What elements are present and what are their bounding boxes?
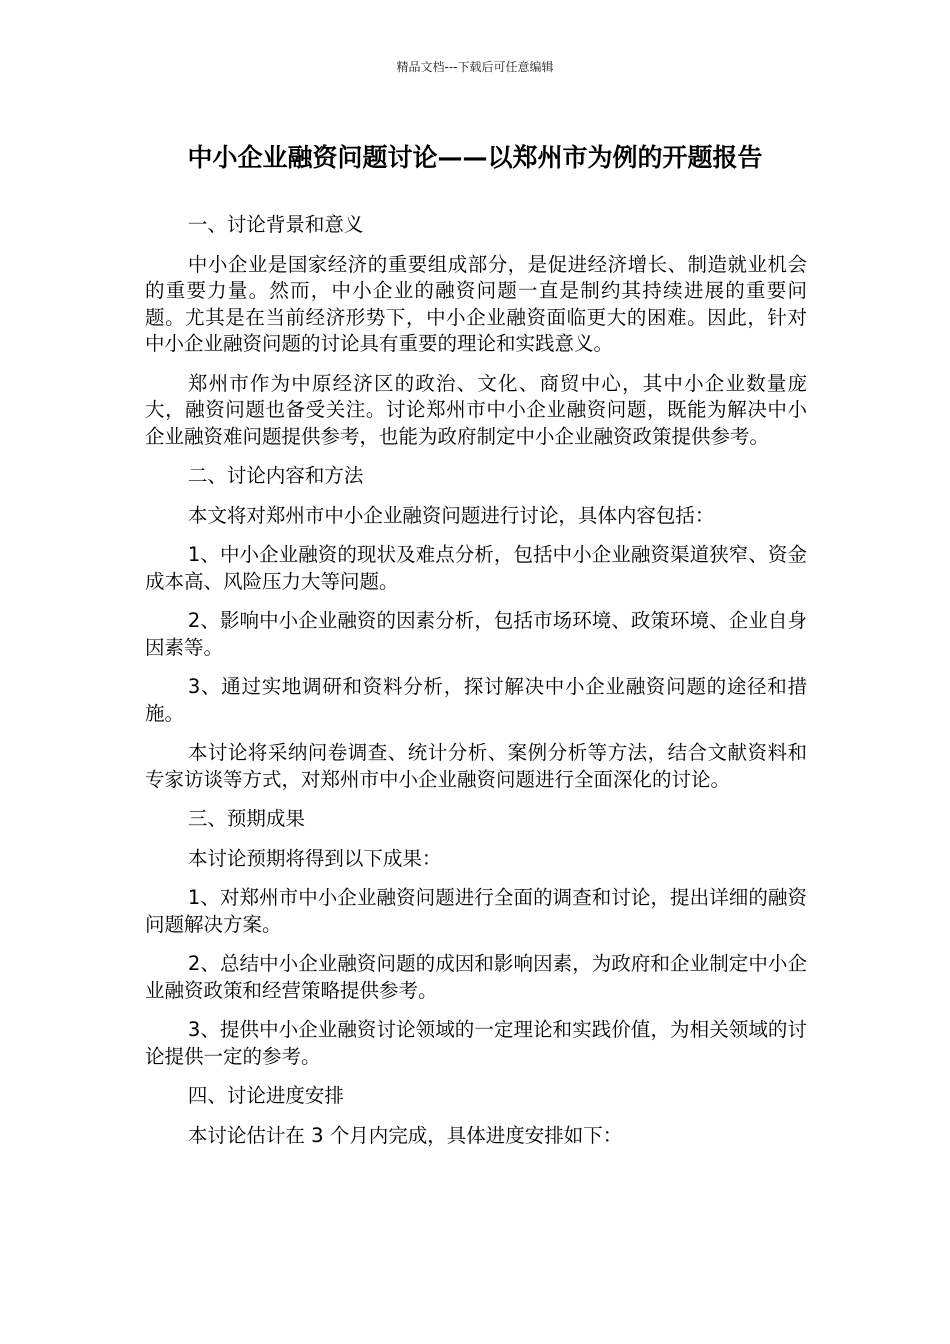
list-item: 1、中小企业融资的现状及难点分析，包括中小企业融资渠道狭窄、资金成本高、风险压力大等问题。 xyxy=(145,543,807,593)
paragraph: 本讨论将采纳问卷调查、统计分析、案例分析等方法，结合文献资料和专家访谈等方式，对郑州市中小企业融资问题进行全面深化的讨论。 xyxy=(145,741,807,791)
list-item: 3、提供中小企业融资讨论领域的一定理论和实践价值，为相关领域的讨论提供一定的参考。 xyxy=(145,1018,807,1068)
section-heading-content-methods: 二、讨论内容和方法 xyxy=(187,464,364,487)
header-note: 精品文档---下载后可任意编辑 xyxy=(396,60,554,74)
paragraph: 本讨论估计在 3 个月内完成，具体进度安排如下： xyxy=(187,1123,623,1147)
paragraph: 中小企业是国家经济的重要组成部分，是促进经济增长、制造就业机会的重要力量。然而，中小企业的融资问题一直是制约其持续进展的重要问题。尤其是在当前经济形势下，中小企业融资面临更大的困难。因此，针对中小企业融资问题的讨论具有重要的理论和实践意义。 xyxy=(145,252,807,355)
paragraph: 郑州市作为中原经济区的政治、文化、商贸中心，其中小企业数量庞大，融资问题也备受关注。讨论郑州市中小企业融资问题，既能为解决中小企业融资难问题提供参考，也能为政府制定中小企业融资政策提供参考。 xyxy=(145,371,807,448)
section-heading-expected-results: 三、预期成果 xyxy=(187,807,305,830)
list-item: 3、通过实地调研和资料分析，探讨解决中小企业融资问题的途径和措施。 xyxy=(145,675,807,725)
document-title: 中小企业融资问题讨论——以郑州市为例的开题报告 xyxy=(187,143,763,172)
list-item: 2、影响中小企业融资的因素分析，包括市场环境、政策环境、企业自身因素等。 xyxy=(145,609,807,659)
section-heading-background: 一、讨论背景和意义 xyxy=(187,213,364,236)
paragraph: 本讨论预期将得到以下成果： xyxy=(187,846,442,870)
document-body xyxy=(145,212,807,1162)
list-item: 1、对郑州市中小企业融资问题进行全面的调查和讨论，提出详细的融资问题解决方案。 xyxy=(145,886,807,936)
paragraph: 本文将对郑州市中小企业融资问题进行讨论，具体内容包括： xyxy=(187,503,715,527)
section-heading-schedule: 四、讨论进度安排 xyxy=(187,1084,344,1107)
list-item: 2、总结中小企业融资问题的成因和影响因素，为政府和企业制定中小企业融资政策和经营策略提供参考。 xyxy=(145,952,807,1002)
